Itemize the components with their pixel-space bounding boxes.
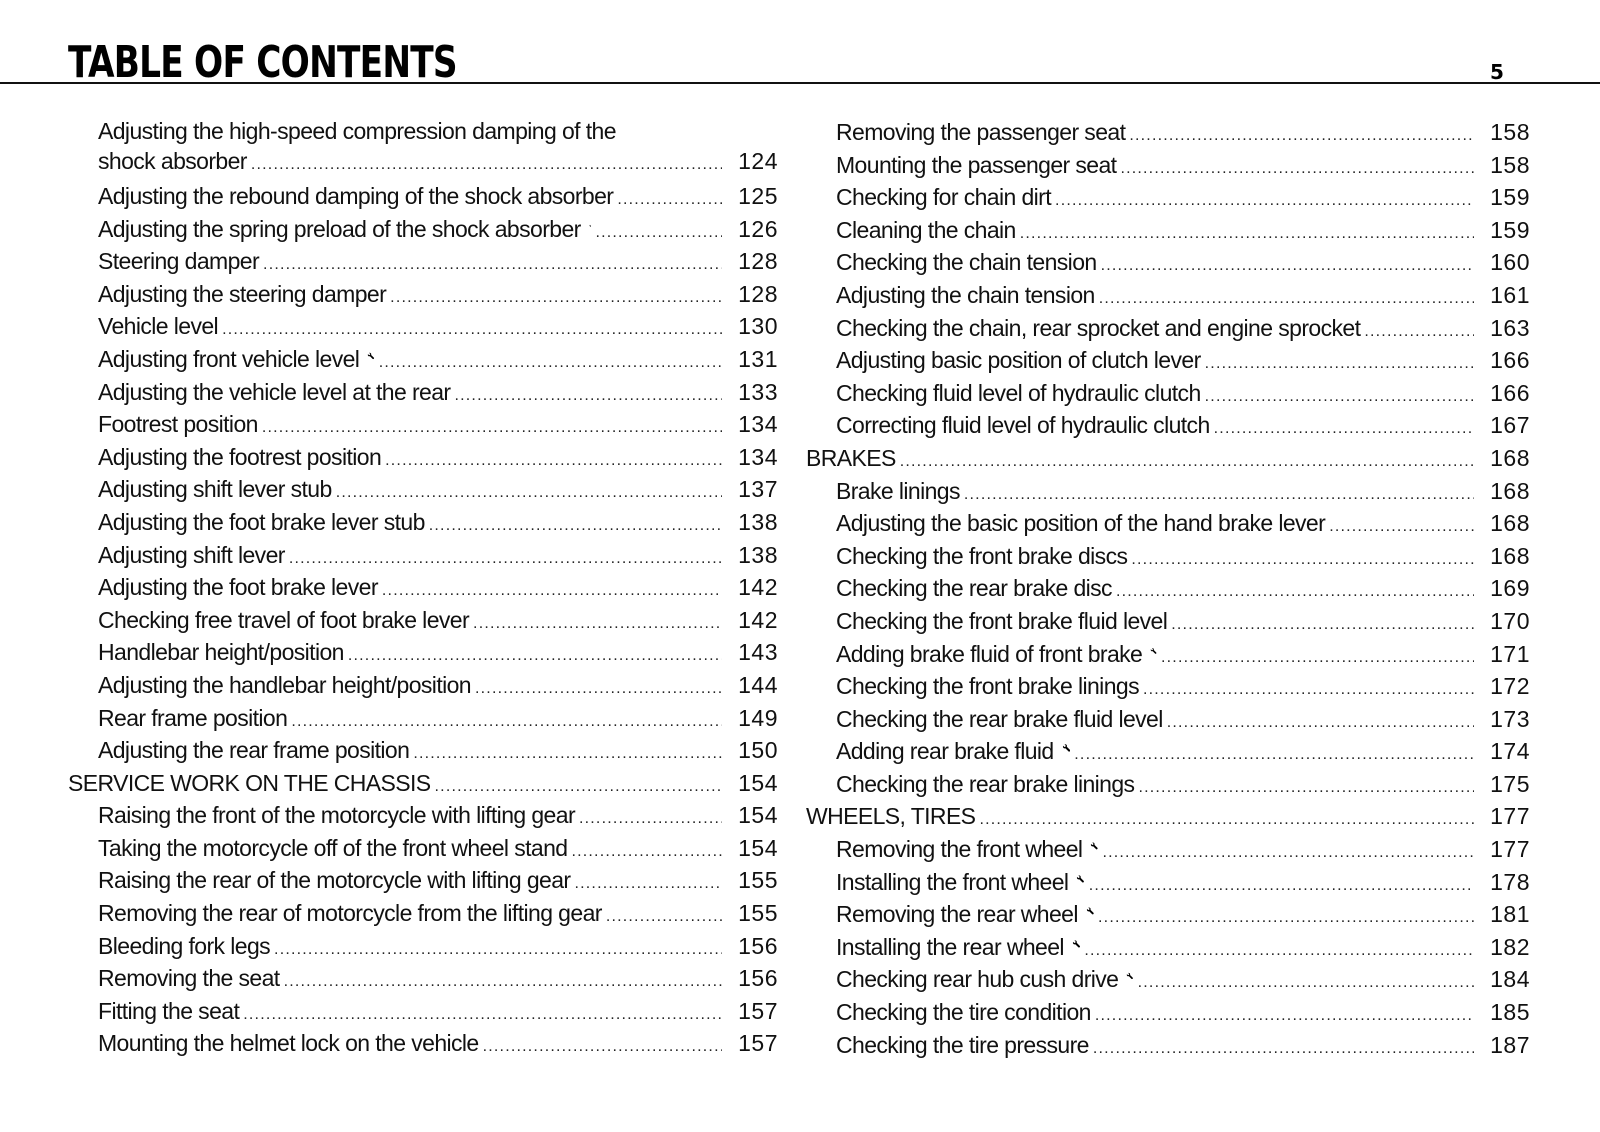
toc-entry-page-number: 138 (738, 508, 778, 535)
toc-entry[interactable] (68, 343, 778, 376)
dot-leader (251, 150, 722, 180)
toc-entry[interactable] (68, 636, 778, 669)
toc-entry-page-number: 157 (738, 1030, 778, 1057)
toc-entry[interactable] (68, 506, 778, 539)
toc-entry-page-number: 158 (1490, 151, 1530, 178)
toc-entry-page-number: 155 (738, 900, 778, 927)
toc-entry[interactable] (68, 669, 778, 702)
dot-leader (1171, 609, 1474, 642)
toc-entry[interactable] (806, 996, 1530, 1029)
toc-entry-title: Adjusting front vehicle level (98, 345, 360, 372)
toc-entry-title: Raising the rear of the motorcycle with lifting gear (98, 867, 571, 894)
page-title: TABLE OF CONTENTS (68, 37, 457, 88)
dot-leader (606, 901, 722, 934)
toc-entry-page-number: 184 (1490, 966, 1530, 993)
toc-entry-page-number: 154 (738, 834, 778, 861)
toc-entry-title: Raising the front of the motorcycle with lifting gear (98, 802, 575, 829)
toc-left-column (68, 116, 778, 1060)
toc-entry-page-number: 160 (1490, 249, 1530, 276)
toc-entry-page-number: 124 (738, 148, 778, 174)
toc-entry-page-number: 166 (1490, 347, 1530, 374)
toc-entry-title: Checking the chain, rear sprocket and engine sprocket (836, 314, 1361, 341)
toc-entry[interactable] (806, 116, 1530, 149)
toc-entry-title: Adjusting the vehicle level at the rear (98, 378, 451, 405)
wrench-icon (1150, 640, 1157, 662)
toc-entry-title: Adding rear brake fluid (836, 738, 1054, 765)
toc-entry-title: Handlebar height/position (98, 639, 344, 666)
toc-entry-page-number: 125 (738, 183, 778, 209)
toc-entry[interactable] (806, 963, 1530, 996)
toc-entry[interactable] (806, 507, 1530, 540)
toc-entry-title: Adjusting the foot brake lever (98, 574, 378, 601)
dot-leader (1214, 413, 1474, 446)
toc-entry[interactable] (806, 1029, 1530, 1062)
toc-entry-title: Adjusting the basic position of the hand brake lever (836, 510, 1326, 537)
toc-entry-title: Cleaning the chain (836, 216, 1016, 243)
dot-leader (1205, 348, 1474, 381)
toc-entry-title: Adjusting the footrest position (98, 443, 382, 470)
wrench-icon (1072, 933, 1080, 955)
header-rule (0, 82, 1600, 84)
toc-entry-title: Checking rear hub cush drive (836, 966, 1119, 993)
dot-leader (413, 738, 722, 771)
toc-entry[interactable] (68, 897, 778, 930)
toc-entry-page-number: 149 (738, 704, 778, 731)
toc-entry[interactable] (806, 670, 1530, 703)
toc-entry-title: Adjusting the rebound damping of the shock absorber (98, 183, 614, 209)
toc-entry-title: Adjusting the rear frame position (98, 737, 410, 764)
toc-entry-title: Adjusting the spring preload of the shock absorber (98, 215, 581, 242)
toc-entry-title: Rear frame position (98, 704, 288, 731)
toc-entry[interactable] (806, 735, 1530, 768)
toc-entry-page-number: 175 (1490, 770, 1530, 797)
wrench-icon (1086, 900, 1094, 922)
toc-entry-page-number: 185 (1490, 999, 1530, 1026)
toc-entry-title: Checking the rear brake fluid level (836, 705, 1163, 732)
toc-entry[interactable] (806, 703, 1530, 736)
toc-entry-title: Adding brake fluid of front brake (836, 640, 1143, 667)
toc-entry-page-number: 144 (738, 671, 778, 698)
toc-entry-title: BRAKES (806, 444, 896, 471)
toc-entry-title: Removing the rear of motorcycle from the lifting gear (98, 900, 602, 927)
wrench-icon (1062, 737, 1071, 759)
toc-entry-page-number: 169 (1490, 575, 1530, 602)
toc-entry[interactable] (68, 799, 778, 832)
toc-entry-title: Checking free travel of foot brake lever (98, 606, 470, 633)
toc-entry-title: shock absorber (98, 148, 247, 174)
dot-leader (1131, 544, 1474, 577)
toc-entry-title: Checking the front brake fluid level (836, 607, 1168, 634)
toc-entry[interactable] (68, 441, 778, 474)
toc-entry[interactable] (68, 310, 778, 343)
wrench-icon (1090, 835, 1098, 857)
toc-entry[interactable] (806, 931, 1530, 964)
toc-entry-title: Checking fluid level of hydraulic clutch (836, 379, 1201, 406)
toc-entry-page-number: 154 (738, 769, 778, 796)
toc-entry-title: Brake linings (836, 477, 960, 504)
toc-entry-title: Bleeding fork legs (98, 932, 271, 959)
toc-entry-title: Adjusting the handlebar height/position (98, 671, 472, 698)
dot-leader (1102, 837, 1474, 870)
dot-leader (274, 934, 722, 967)
toc-entry-title: Installing the rear wheel (836, 933, 1064, 960)
wrench-icon (589, 215, 592, 237)
toc-entry-page-number: 131 (738, 345, 778, 372)
toc-entry[interactable] (68, 180, 778, 213)
wrench-icon (367, 345, 374, 367)
dot-leader (1143, 674, 1474, 707)
toc-entry-title: Checking the rear brake linings (836, 770, 1135, 797)
dot-leader (1084, 935, 1474, 968)
dot-leader (1167, 707, 1474, 740)
toc-entry[interactable] (68, 408, 778, 441)
dot-leader (1120, 153, 1474, 186)
toc-entry[interactable] (68, 116, 778, 180)
toc-entry-title: Adjusting shift lever stub (98, 476, 332, 503)
toc-entry-page-number: 158 (1490, 119, 1530, 145)
toc-entry[interactable] (806, 540, 1530, 573)
toc-entry[interactable] (68, 930, 778, 963)
toc-entry-page-number: 166 (1490, 379, 1530, 406)
toc-entry-page-number: 161 (1490, 281, 1530, 308)
toc-entry-title: Removing the rear wheel (836, 901, 1078, 928)
toc-entry-page-number: 168 (1490, 510, 1530, 537)
toc-entry-title: SERVICE WORK ON THE CHASSIS (68, 769, 431, 796)
toc-entry-title-line1: Adjusting the high-speed compression damping of the (98, 118, 616, 144)
toc-entry-page-number: 167 (1490, 412, 1530, 439)
dot-leader (429, 510, 722, 543)
toc-entry-page-number: 134 (738, 411, 778, 438)
dot-leader (571, 836, 722, 869)
toc-entry[interactable] (806, 638, 1530, 671)
dot-leader (1095, 1000, 1474, 1033)
toc-entry-page-number: 168 (1490, 477, 1530, 504)
toc-entry-title: Adjusting shift lever (98, 541, 285, 568)
toc-entry-page-number: 128 (738, 248, 778, 275)
toc-entry-title: Adjusting the foot brake lever stub (98, 508, 425, 535)
toc-entry-title: Checking the tire pressure (836, 1031, 1089, 1058)
toc-entry-page-number: 187 (1490, 1031, 1530, 1058)
toc-entry[interactable] (806, 181, 1530, 214)
toc-entry-page-number: 137 (738, 476, 778, 503)
toc-entry[interactable] (806, 898, 1530, 931)
dot-leader (900, 446, 1474, 479)
wrench-icon (1076, 868, 1084, 890)
toc-entry[interactable] (68, 864, 778, 897)
dot-leader (473, 608, 722, 641)
toc-entry-title: Steering damper (98, 248, 260, 275)
toc-entry[interactable] (806, 246, 1530, 279)
toc-entry-page-number: 126 (738, 215, 778, 242)
wrench-icon (1126, 965, 1133, 987)
toc-entry-page-number: 156 (738, 965, 778, 992)
toc-entry-page-number: 154 (738, 802, 778, 829)
toc-entry[interactable] (68, 734, 778, 767)
toc-entry-page-number: 168 (1490, 444, 1530, 471)
toc-entry-page-number: 133 (738, 378, 778, 405)
dot-leader (1093, 1033, 1474, 1066)
toc-entry-page-number: 159 (1490, 184, 1530, 211)
toc-entry-page-number: 173 (1490, 705, 1530, 732)
toc-entry-page-number: 177 (1490, 803, 1530, 830)
dot-leader (1098, 902, 1474, 935)
toc-entry-page-number: 138 (738, 541, 778, 568)
toc-entry-page-number: 150 (738, 737, 778, 764)
toc-entry-title: Fitting the seat (98, 997, 240, 1024)
toc-entry-title: Checking the front brake linings (836, 673, 1139, 700)
toc-entry-title: Vehicle level (98, 313, 219, 340)
toc-entry[interactable] (68, 278, 778, 311)
toc-entry[interactable] (68, 832, 778, 865)
toc-right-column (806, 116, 1530, 1061)
toc-entry-title: Checking the tire condition (836, 999, 1091, 1026)
toc-entry-title: Adjusting the steering damper (98, 280, 387, 307)
dot-leader (284, 966, 722, 999)
toc-entry-title: Installing the front wheel (836, 868, 1069, 895)
dot-leader (1364, 316, 1474, 349)
dot-leader (1138, 967, 1474, 1000)
dot-leader (1055, 185, 1474, 218)
toc-entry-title: Removing the seat (98, 965, 280, 992)
dot-leader (1205, 381, 1474, 414)
toc-entry[interactable] (806, 475, 1530, 508)
toc-entry[interactable] (68, 962, 778, 995)
toc-entry[interactable] (68, 213, 778, 246)
toc-entry-page-number: 142 (738, 574, 778, 601)
toc-entry[interactable] (68, 702, 778, 735)
toc-entry[interactable] (68, 995, 778, 1028)
toc-entry-title: Checking for chain dirt (836, 184, 1052, 211)
toc-entry[interactable] (806, 312, 1530, 345)
toc-entry[interactable] (68, 245, 778, 278)
toc-entry-page-number: 178 (1490, 868, 1530, 895)
toc-entry-page-number: 174 (1490, 738, 1530, 765)
toc-entry[interactable] (806, 572, 1530, 605)
toc-entry[interactable] (806, 279, 1530, 312)
dot-leader (1101, 250, 1474, 283)
toc-entry-page-number: 171 (1490, 640, 1530, 667)
toc-entry-page-number: 172 (1490, 673, 1530, 700)
toc-entry-page-number: 128 (738, 280, 778, 307)
toc-entry-page-number: 159 (1490, 216, 1530, 243)
toc-entry-page-number: 142 (738, 606, 778, 633)
toc-entry-page-number: 157 (738, 997, 778, 1024)
toc-entry[interactable] (806, 344, 1530, 377)
toc-entry[interactable] (806, 377, 1530, 410)
toc-entry-title: Removing the front wheel (836, 836, 1083, 863)
toc-entry-title: Correcting fluid level of hydraulic clutch (836, 412, 1210, 439)
dot-leader (483, 1031, 722, 1064)
toc-entry-title: Checking the front brake discs (836, 542, 1128, 569)
toc-entry-page-number: 182 (1490, 933, 1530, 960)
toc-entry-page-number: 163 (1490, 314, 1530, 341)
toc-entry[interactable] (806, 214, 1530, 247)
toc-entry-title: Adjusting basic position of clutch lever (836, 347, 1201, 374)
toc-entry-title: Mounting the helmet lock on the vehicle (98, 1030, 479, 1057)
toc-entry-page-number: 181 (1490, 901, 1530, 928)
toc-entry-page-number: 130 (738, 313, 778, 340)
toc-entry[interactable] (806, 409, 1530, 442)
page-number: 5 (1490, 60, 1504, 84)
toc-entry-page-number: 155 (738, 867, 778, 894)
dot-leader (595, 217, 722, 250)
dot-leader (579, 803, 722, 836)
toc-entry-page-number: 168 (1490, 542, 1530, 569)
toc-entry-page-number: 156 (738, 932, 778, 959)
toc-entry-title: WHEELS, TIRES (806, 803, 976, 830)
dot-leader (475, 673, 722, 706)
dot-leader (1116, 576, 1474, 609)
toc-entry[interactable] (68, 539, 778, 572)
dot-leader (454, 380, 722, 413)
toc-section-heading[interactable] (68, 767, 778, 800)
dot-leader (1129, 120, 1474, 153)
toc-entry[interactable] (806, 149, 1530, 182)
toc-entry-title: Checking the rear brake disc (836, 575, 1112, 602)
toc-entry[interactable] (806, 605, 1530, 638)
toc-entry-page-number: 177 (1490, 836, 1530, 863)
toc-entry[interactable] (806, 768, 1530, 801)
dot-leader (1161, 642, 1474, 675)
toc-entry-title: Taking the motorcycle off of the front wheel stand (98, 834, 568, 861)
toc-entry-title: Checking the chain tension (836, 249, 1097, 276)
toc-entry-page-number: 143 (738, 639, 778, 666)
toc-entry[interactable] (68, 473, 778, 506)
dot-leader (617, 184, 722, 217)
dot-leader (1138, 772, 1474, 805)
toc-entry-title: Removing the passenger seat (836, 119, 1126, 145)
toc-section-heading[interactable] (806, 442, 1530, 475)
toc-entry[interactable] (68, 604, 778, 637)
toc-section-heading[interactable] (806, 800, 1530, 833)
toc-entry-title: Adjusting the chain tension (836, 281, 1095, 308)
dot-leader (1329, 511, 1474, 544)
dot-leader (1089, 870, 1474, 903)
toc-entry-page-number: 170 (1490, 607, 1530, 634)
toc-entry[interactable] (806, 833, 1530, 866)
toc-entry[interactable] (806, 866, 1530, 899)
toc-entry[interactable] (68, 376, 778, 409)
dot-leader (390, 282, 722, 315)
toc-entry-title: Footrest position (98, 411, 258, 438)
toc-entry[interactable] (68, 571, 778, 604)
toc-entry-title: Mounting the passenger seat (836, 151, 1117, 178)
toc-entry-page-number: 134 (738, 443, 778, 470)
toc-entry[interactable] (68, 1027, 778, 1060)
dot-leader (385, 445, 722, 478)
